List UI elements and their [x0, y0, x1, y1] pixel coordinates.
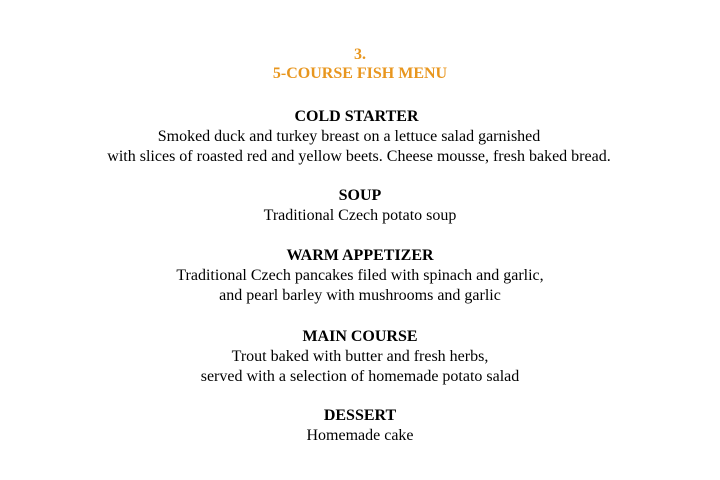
course-description-line: Trout baked with butter and fresh herbs, [231, 348, 489, 365]
course-description-line: Smoked duck and turkey breast on a lettuce salad garnished [157, 128, 541, 145]
course-heading: DESSERT [323, 407, 397, 424]
course-cold-starter [0, 107, 720, 167]
menu-number: 3. [354, 46, 366, 63]
course-warm-appetizer [0, 246, 720, 306]
course-heading: WARM APPETIZER [286, 247, 434, 264]
course-description-line: with slices of roasted red and yellow beets. Cheese mousse, fresh baked bread. [107, 148, 611, 165]
course-heading: MAIN COURSE [302, 328, 418, 345]
course-heading: SOUP [338, 187, 382, 204]
course-description-line: Homemade cake [306, 427, 414, 444]
course-description-line: and pearl barley with mushrooms and garlic [219, 287, 501, 304]
course-heading: COLD STARTER [294, 108, 419, 125]
course-description-line: Traditional Czech pancakes filed with spinach and garlic, [176, 267, 544, 284]
menu-title: 5-COURSE FISH MENU [272, 65, 448, 82]
course-description-line: Traditional Czech potato soup [263, 207, 457, 224]
course-main-course [0, 327, 720, 387]
course-soup [0, 186, 720, 226]
course-dessert [0, 406, 720, 446]
course-description-line: served with a selection of homemade potato salad [200, 368, 520, 385]
